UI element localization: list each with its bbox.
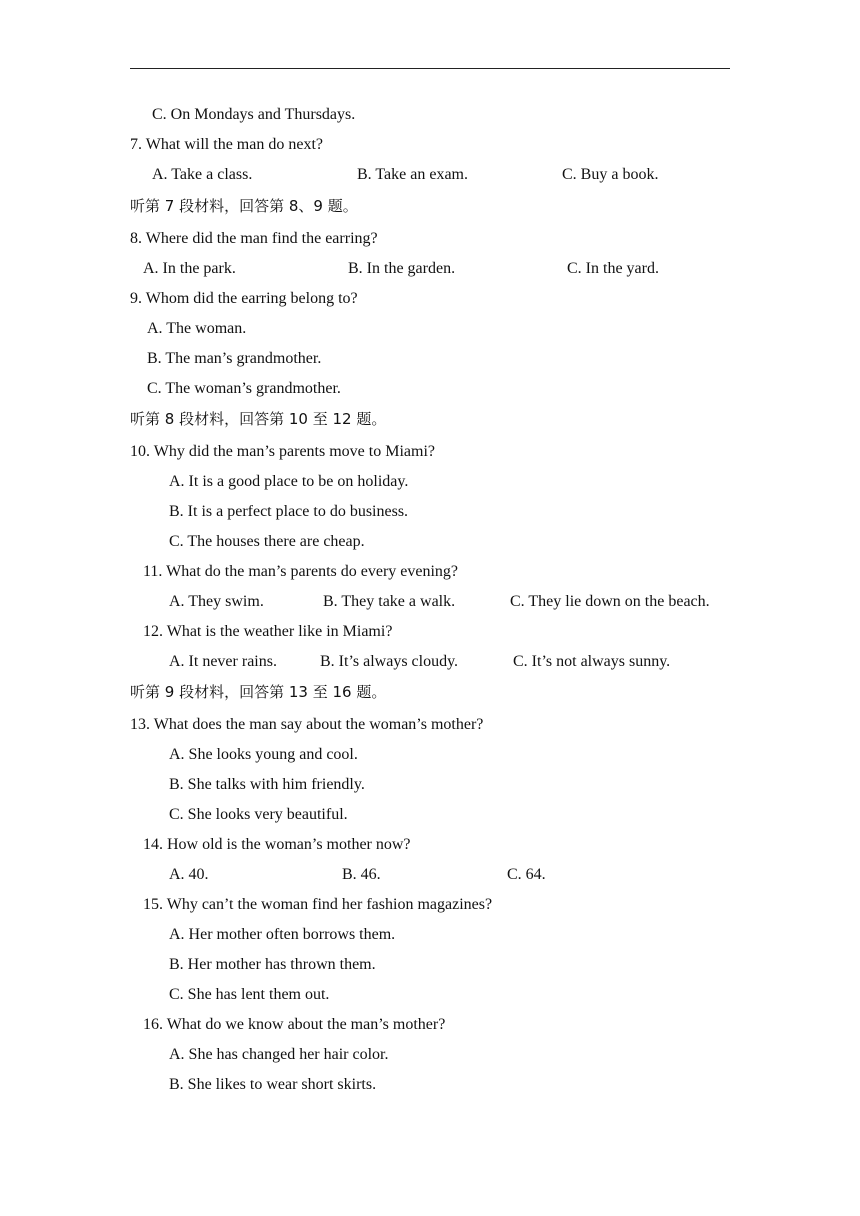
option-14b: B. 46. bbox=[342, 866, 381, 883]
option-8c: C. In the yard. bbox=[567, 260, 659, 277]
section-instruction-7: 听第 7 段材料，回答第 8、9 题。 bbox=[130, 197, 358, 215]
option-14c: C. 64. bbox=[507, 866, 546, 883]
option-14a: A. 40. bbox=[169, 866, 209, 883]
section-instruction-8: 听第 8 段材料，回答第 10 至 12 题。 bbox=[130, 410, 387, 428]
option-line: C. On Mondays and Thursdays. bbox=[152, 106, 356, 123]
question-16: 16. What do we know about the man’s mother? bbox=[143, 1016, 446, 1033]
question-13: 13. What does the man say about the woman’s mother? bbox=[130, 716, 484, 733]
option-10a: A. It is a good place to be on holiday. bbox=[169, 473, 409, 490]
header-rule bbox=[130, 68, 730, 69]
option-8a: A. In the park. bbox=[143, 260, 236, 277]
option-7c: C. Buy a book. bbox=[562, 166, 659, 183]
question-12: 12. What is the weather like in Miami? bbox=[143, 623, 393, 640]
option-16b: B. She likes to wear short skirts. bbox=[169, 1076, 377, 1093]
question-10: 10. Why did the man’s parents move to Miami? bbox=[130, 443, 435, 460]
option-10b: B. It is a perfect place to do business. bbox=[169, 503, 409, 520]
option-9a: A. The woman. bbox=[147, 320, 247, 337]
option-9c: C. The woman’s grandmother. bbox=[147, 380, 341, 397]
section-instruction-9: 听第 9 段材料，回答第 13 至 16 题。 bbox=[130, 683, 387, 701]
question-15: 15. Why can’t the woman find her fashion magazines? bbox=[143, 896, 493, 913]
option-15a: A. Her mother often borrows them. bbox=[169, 926, 396, 943]
option-8b: B. In the garden. bbox=[348, 260, 456, 277]
option-15c: C. She has lent them out. bbox=[169, 986, 330, 1003]
option-10c: C. The houses there are cheap. bbox=[169, 533, 365, 550]
question-8: 8. Where did the man find the earring? bbox=[130, 230, 378, 247]
question-11: 11. What do the man’s parents do every evening? bbox=[143, 563, 459, 580]
option-13c: C. She looks very beautiful. bbox=[169, 806, 348, 823]
question-9: 9. Whom did the earring belong to? bbox=[130, 290, 358, 307]
option-7a: A. Take a class. bbox=[152, 166, 253, 183]
option-9b: B. The man’s grandmother. bbox=[147, 350, 322, 367]
option-13b: B. She talks with him friendly. bbox=[169, 776, 365, 793]
option-12c: C. It’s not always sunny. bbox=[513, 653, 671, 670]
option-12b: B. It’s always cloudy. bbox=[320, 653, 459, 670]
question-7: 7. What will the man do next? bbox=[130, 136, 323, 153]
option-11b: B. They take a walk. bbox=[323, 593, 456, 610]
option-11c: C. They lie down on the beach. bbox=[510, 593, 710, 610]
question-14: 14. How old is the woman’s mother now? bbox=[143, 836, 411, 853]
option-12a: A. It never rains. bbox=[169, 653, 277, 670]
option-11a: A. They swim. bbox=[169, 593, 264, 610]
option-16a: A. She has changed her hair color. bbox=[169, 1046, 389, 1063]
option-13a: A. She looks young and cool. bbox=[169, 746, 358, 763]
option-7b: B. Take an exam. bbox=[357, 166, 468, 183]
option-15b: B. Her mother has thrown them. bbox=[169, 956, 376, 973]
